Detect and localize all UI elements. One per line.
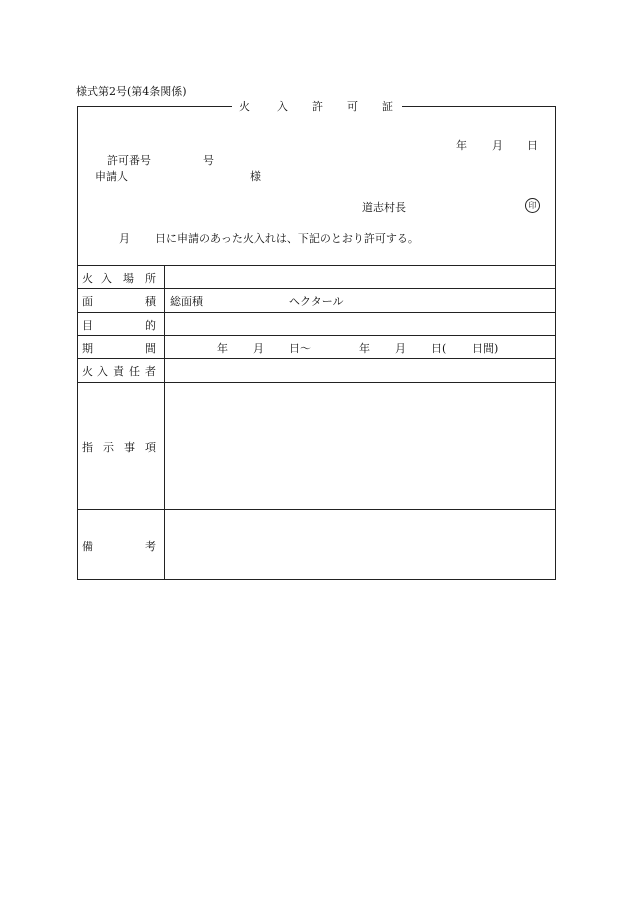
date-year-label: 年 — [456, 139, 467, 152]
row-divider — [77, 382, 556, 383]
period-part: 日〜 — [289, 342, 311, 355]
label-char: 備 — [82, 540, 93, 553]
period-part: 月 — [253, 342, 264, 355]
statement-month: 月 — [119, 232, 130, 245]
label-char: 面 — [82, 295, 93, 308]
label-char: 責 — [113, 365, 124, 378]
label-char: 者 — [145, 365, 156, 378]
label-char: 考 — [145, 540, 156, 553]
issuer-name: 道志村長 — [362, 201, 406, 214]
period-part: 月 — [395, 342, 406, 355]
table-top-border — [77, 265, 556, 266]
label-char: 火 — [82, 272, 93, 285]
label-char: 目 — [82, 319, 93, 332]
label-char: 項 — [145, 441, 156, 454]
applicant-honorific: 様 — [250, 170, 261, 183]
row-divider — [77, 509, 556, 510]
permit-number-label: 許可番号 — [107, 154, 151, 167]
label-char: 火 — [82, 365, 93, 378]
label-char: 任 — [129, 365, 140, 378]
label-char: 事 — [124, 441, 135, 454]
label-char: 積 — [145, 295, 156, 308]
area-prefix: 総面積 — [170, 295, 203, 308]
title-char: 証 — [382, 100, 393, 113]
row-divider — [77, 312, 556, 313]
label-char: 入 — [97, 365, 108, 378]
label-column-divider — [164, 265, 165, 580]
permit-number-suffix: 号 — [203, 154, 214, 167]
label-char: 場 — [123, 272, 134, 285]
label-char: 期 — [82, 342, 93, 355]
date-day-label: 日 — [527, 139, 538, 152]
label-char: 的 — [145, 319, 156, 332]
statement-text: 日に申請のあった火入れは、下記のとおり許可する。 — [155, 232, 419, 245]
seal-mark: 印 — [525, 198, 540, 213]
label-char: 指 — [82, 441, 93, 454]
period-part: 年 — [217, 342, 228, 355]
label-char: 示 — [103, 441, 114, 454]
title-char: 許 — [312, 100, 323, 113]
area-unit: ヘクタール — [289, 295, 344, 308]
label-char: 間 — [145, 342, 156, 355]
title-char: 可 — [347, 100, 358, 113]
row-divider — [77, 358, 556, 359]
period-part: 日間) — [472, 342, 499, 355]
applicant-label: 申請人 — [95, 170, 128, 183]
period-part: 日( — [431, 342, 447, 355]
label-char: 所 — [145, 272, 156, 285]
date-month-label: 月 — [492, 139, 503, 152]
title-char: 入 — [277, 100, 288, 113]
period-part: 年 — [359, 342, 370, 355]
form-number-label: 様式第2号(第4条関係) — [76, 85, 187, 98]
row-divider — [77, 288, 556, 289]
title-char: 火 — [239, 100, 250, 113]
label-char: 入 — [101, 272, 112, 285]
row-divider — [77, 335, 556, 336]
